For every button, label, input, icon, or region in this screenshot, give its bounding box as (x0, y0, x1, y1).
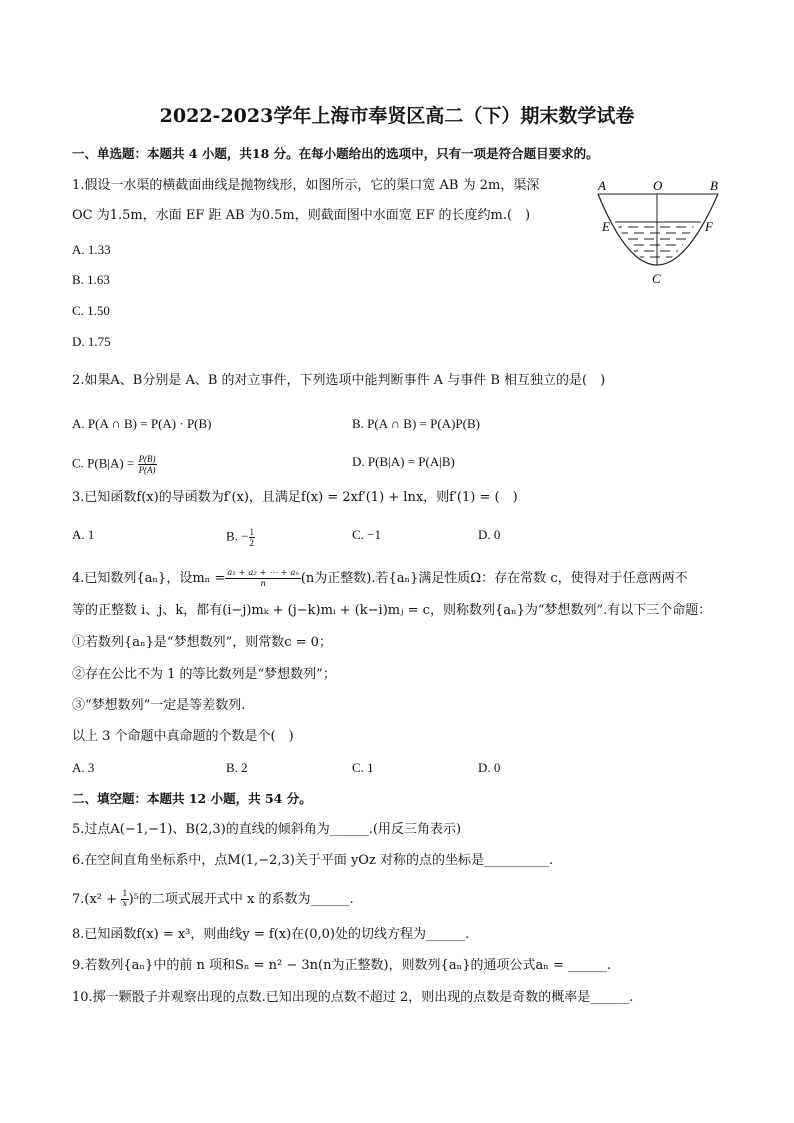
q7-start: 7.(x² + (72, 892, 122, 907)
q2-option-a: A. P(A ∩ B) = P(A) · P(B) (72, 416, 212, 431)
q10-text: 10.掷一颗骰子并观察出现的点数.已知出现的点数不超过 2，则出现的点数是奇数的概率是______. (72, 990, 634, 1005)
label-o: O (653, 178, 663, 193)
q3-option-b-prefix: B. − (226, 528, 249, 544)
q1-option-d: D. 1.75 (72, 334, 111, 349)
q4-mean-fraction (225, 568, 301, 589)
q2-option-b: B. P(A ∩ B) = P(A)P(B) (352, 416, 480, 431)
q2-option-d: D. P(B|A) = P(A|B) (352, 454, 455, 469)
q4-frac-numerator: a₁ + a₂ + ⋯ + aₙ (227, 568, 299, 578)
q3-option-d: D. 0 (478, 527, 501, 542)
q2-stem: 2.如果A、B分别是 A、B 的对立事件，下列选项中能判断事件 A 与事件 B 相互独立的是( ) (72, 373, 606, 388)
q3-stem: 3.已知函数f(x)的导函数为f′(x)，且满足f(x) = 2xf′(1) + lnx，则f′(1) = ( ) (72, 490, 518, 505)
q7-numerator: 1 (122, 889, 128, 899)
q4-line-1 (72, 568, 688, 589)
q4-frac-denominator: n (260, 579, 266, 589)
section-1-heading: 一、单选题：本题共 4 小题，共18 分。在每小题给出的选项中，只有一项是符合题目要求的。 (72, 146, 599, 161)
q4-line-1-end: (n为正整数).若{aₙ}满足性质Ω：存在常数 c，使得对于任意两两不 (300, 571, 688, 586)
q3-option-c: C. −1 (352, 527, 382, 542)
q9-text: 9.若数列{aₙ}中的前 n 项和Sₙ = n² − 3n(n为正整数)，则数列{aₙ}的通项公式aₙ = ______. (72, 958, 612, 973)
q4-option-d: D. 0 (478, 760, 501, 775)
q4-line-1-start: 4.已知数列{aₙ}，设mₙ = (72, 571, 226, 586)
q4-question: 以上 3 个命题中真命题的个数是个( ) (72, 729, 294, 744)
q2-option-c (72, 454, 157, 475)
exam-title: 2022-2023学年上海市奉贤区高二（下）期末数学试卷 (159, 105, 635, 127)
q2-c-numerator: P(B) (138, 454, 156, 464)
q7-denominator: x (122, 899, 128, 909)
section-2-heading: 二、填空题：本题共 12 小题，共 54 分。 (72, 791, 312, 806)
q1-option-b: B. 1.63 (72, 272, 110, 287)
q3-option-b-fraction (249, 527, 256, 548)
q5-text: 5.过点A(−1,−1)、B(2,3)的直线的倾斜角为______.(用反三角表示) (72, 822, 462, 837)
parabola-curve (598, 194, 718, 265)
q2-option-c-fraction (138, 454, 157, 475)
q3-b-denominator: 2 (249, 538, 255, 548)
q4-option-a: A. 3 (72, 760, 95, 775)
q2-option-c-prefix: C. P(B|A) = (72, 455, 138, 471)
label-b: B (710, 178, 718, 193)
q1-line-1: 1.假设一水渠的横截面曲线是抛物线形，如图所示，它的渠口宽 AB 为 2m，渠深 (72, 178, 540, 193)
q1-line-2: OC 为1.5m，水面 EF 距 AB 为0.5m，则截面图中水面宽 EF 的长度约m.( ) (72, 208, 531, 223)
label-a: A (598, 178, 606, 193)
parabola-channel-figure (592, 172, 728, 288)
q7-text (72, 890, 354, 909)
label-f: F (705, 219, 713, 234)
label-e: E (602, 219, 610, 234)
q4-proposition-2: ②存在公比不为 1 的等比数列是“梦想数列”； (72, 667, 336, 682)
q7-fraction (121, 890, 128, 909)
q7-end: )⁵的二项式展开式中 x 的系数为______. (128, 892, 354, 907)
q4-proposition-1: ①若数列{aₙ}是“梦想数列”，则常数c = 0； (72, 635, 332, 650)
q4-option-b: B. 2 (226, 760, 248, 775)
q1-option-a: A. 1.33 (72, 242, 111, 257)
q4-proposition-3: ③“梦想数列”一定是等差数列. (72, 698, 246, 713)
q3-b-numerator: 1 (249, 527, 255, 537)
q3-option-a: A. 1 (72, 527, 95, 542)
q6-text: 6.在空间直角坐标系中，点M(1,−2,3)关于平面 yOz 对称的点的坐标是__________. (72, 853, 554, 868)
q4-option-c: C. 1 (352, 760, 374, 775)
q4-line-2: 等的正整数 i、j、k，都有(i−j)mₖ + (j−k)mᵢ + (k−i)mⱼ = c，则称数列{aₙ}为“梦想数列”.有以下三个命题： (72, 603, 712, 618)
q3-option-b (226, 527, 255, 548)
q2-c-denominator: P(A) (138, 465, 156, 475)
q1-option-c: C. 1.50 (72, 303, 110, 318)
q8-text: 8.已知函数f(x) = x³，则曲线y = f(x)在(0,0)处的切线方程为______. (72, 927, 470, 942)
label-c: C (652, 271, 661, 286)
